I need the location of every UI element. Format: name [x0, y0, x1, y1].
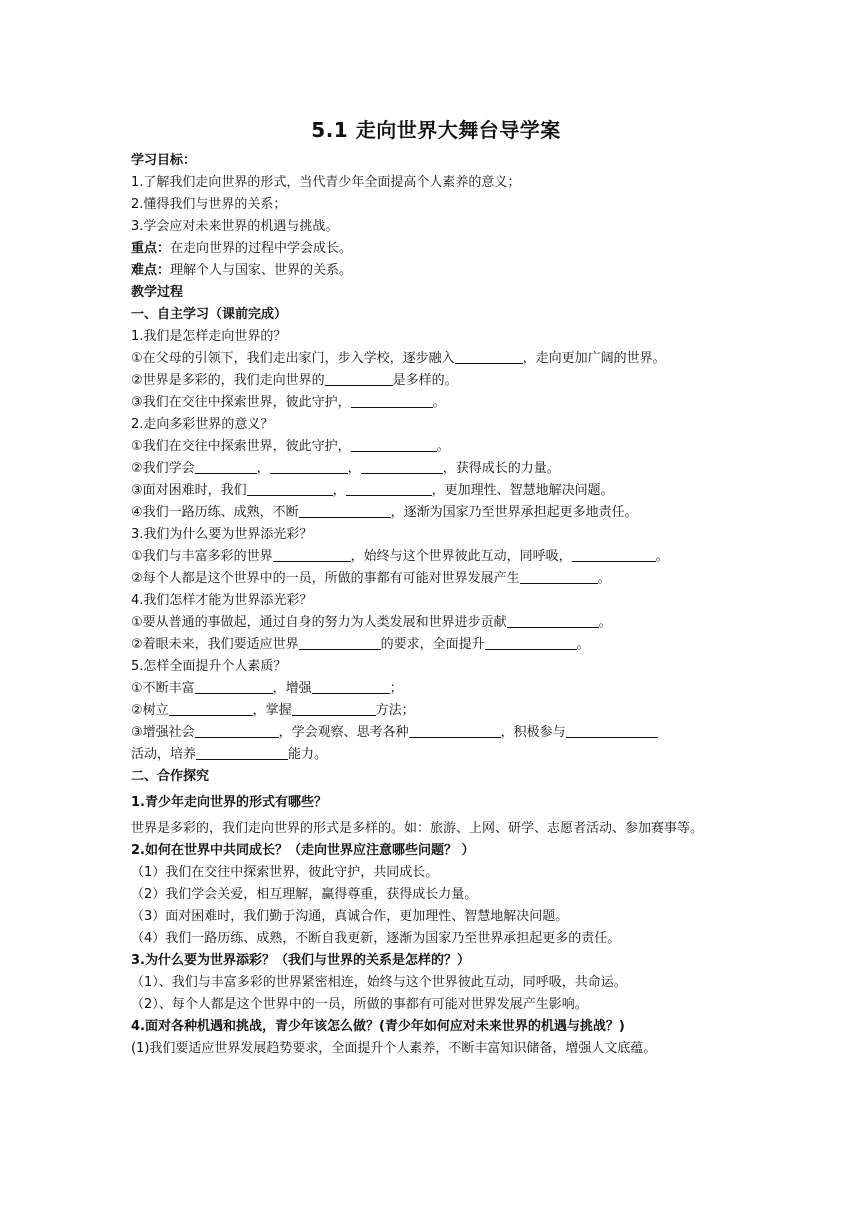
key-point	[131, 238, 741, 260]
self-study-heading: 一、自主学习（课前完成）	[131, 307, 288, 322]
fill-blank[interactable]	[507, 613, 599, 628]
fill-blank[interactable]	[325, 371, 393, 386]
line-text: 。	[436, 439, 450, 454]
fill-line	[131, 480, 741, 502]
question-title: 3.为什么要为世界添彩？（我们与世界的关系是怎样的？）	[131, 953, 470, 968]
answer-item: （3）面对困难时，我们勤于沟通，真诚合作，更加理性、智慧地解决问题。	[131, 909, 569, 924]
answer-item: （4）我们一路历练、成熟，不断自我更新，逐渐为国家乃至世界承担起更多的责任。	[131, 931, 621, 946]
line-text: ，增强	[272, 681, 312, 696]
fill-line	[131, 546, 741, 568]
worksheet-page	[131, 112, 741, 1060]
line-text: ①在父母的引领下，我们走出家门，步入学校，逐步融入	[131, 351, 455, 366]
answer-item: (1)我们要适应世界发展趋势要求，全面提升个人素养，不断丰富知识储备，增强人文底蕴。	[131, 1041, 657, 1056]
question-title: 5.怎样全面提升个人素质？	[131, 659, 287, 674]
fill-line	[131, 502, 741, 524]
line-text: 方法；	[375, 703, 415, 718]
question-title: 1.青少年走向世界的形式有哪些？	[131, 795, 327, 810]
fill-blank[interactable]	[485, 635, 577, 650]
goal-item: 2.懂得我们与世界的关系；	[131, 197, 287, 212]
line-text: 。	[432, 395, 446, 410]
fill-blank[interactable]	[361, 459, 443, 474]
answer-item: （2）我们学会关爱，相互理解，赢得尊重，获得成长力量。	[131, 887, 478, 902]
fill-blank[interactable]	[247, 481, 333, 496]
line-text: ②着眼未来，我们要适应世界	[131, 637, 299, 652]
key-point-label: 重点：	[131, 241, 171, 256]
line-text: ，学会观察、思考各种	[278, 725, 409, 740]
process-heading: 教学过程	[131, 285, 184, 300]
fill-line	[131, 436, 741, 458]
line-text: 的要求，全面提升	[380, 637, 485, 652]
fill-line	[131, 634, 741, 656]
fill-blank[interactable]	[273, 547, 351, 562]
line-text: ①我们与丰富多彩的世界	[131, 549, 273, 564]
line-text: ，	[256, 461, 270, 476]
fill-line	[131, 568, 741, 590]
line-text: ①我们在交往中探索世界，彼此守护，	[131, 439, 351, 454]
line-text: ，积极参与	[500, 725, 566, 740]
goal-item: 1.了解我们走向世界的形式，当代青少年全面提高个人素养的意义；	[131, 175, 521, 190]
difficulty-label: 难点：	[131, 263, 171, 278]
key-point-text: 在走向世界的过程中学会成长。	[170, 241, 353, 256]
difficulty-text: 理解个人与国家、世界的关系。	[170, 263, 353, 278]
fill-line	[131, 458, 741, 480]
fill-blank[interactable]	[299, 635, 381, 650]
line-text: ，掌握	[252, 703, 292, 718]
question-title: 1.我们是怎样走向世界的？	[131, 329, 287, 344]
answer-item: （2）、每个人都是这个世界中的一员，所做的事都有可能对世界发展产生影响。	[131, 997, 588, 1012]
fill-blank[interactable]	[195, 723, 279, 738]
line-text: ；	[389, 681, 403, 696]
line-text: 活动，培养	[131, 747, 197, 762]
fill-line	[131, 612, 741, 634]
question-title: 2.走向多彩世界的意义？	[131, 417, 274, 432]
fill-blank[interactable]	[409, 723, 501, 738]
line-text: ③我们在交往中探索世界，彼此守护，	[131, 395, 351, 410]
line-text: ，始终与这个世界彼此互动，同呼吸，	[350, 549, 572, 564]
line-text: ③面对困难时，我们	[131, 483, 247, 498]
line-text: ②世界是多彩的，我们走向世界的	[131, 373, 325, 388]
line-text: 是多样的。	[392, 373, 458, 388]
fill-blank[interactable]	[455, 349, 523, 364]
answer-paragraph: 世界是多彩的，我们走向世界的形式是多样的。如：旅游、上网、研学、志愿者活动、参加赛事等。	[131, 821, 704, 836]
fill-blank[interactable]	[520, 569, 598, 584]
page-title: 5.1 走向世界大舞台导学案	[311, 118, 561, 142]
line-text: ①要从普通的事做起，通过自身的努力为人类发展和世界进步贡献	[131, 615, 507, 630]
answer-item: （1）、我们与丰富多彩的世界紧密相连，始终与这个世界彼此互动，同呼吸，共命运。	[131, 975, 627, 990]
line-text: ③增强社会	[131, 725, 195, 740]
question-title: 3.我们为什么要为世界添光彩？	[131, 527, 313, 542]
fill-blank[interactable]	[346, 481, 432, 496]
line-text: 。	[655, 549, 669, 564]
line-text: ②我们学会	[131, 461, 195, 476]
line-text: 。	[597, 571, 611, 586]
fill-line	[131, 722, 741, 744]
explore-heading: 二、合作探究	[131, 769, 210, 784]
fill-blank[interactable]	[196, 745, 288, 760]
fill-line	[131, 678, 741, 700]
fill-line	[131, 392, 741, 414]
fill-blank[interactable]	[292, 701, 376, 716]
fill-line	[131, 370, 741, 392]
fill-line	[131, 744, 741, 766]
line-text: ，	[332, 483, 346, 498]
fill-blank[interactable]	[566, 723, 658, 738]
goals-heading: 学习目标：	[131, 153, 197, 168]
line-text: ，获得成长的力量。	[442, 461, 560, 476]
fill-blank[interactable]	[195, 679, 273, 694]
line-text: 。	[598, 615, 612, 630]
line-text: ，走向更加广阔的世界。	[522, 351, 666, 366]
fill-blank[interactable]	[169, 701, 253, 716]
line-text: ，更加理性、智慧地解决问题。	[431, 483, 614, 498]
difficulty-point	[131, 260, 741, 282]
fill-blank[interactable]	[351, 393, 433, 408]
question-title: 2.如何在世界中共同成长？（走向世界应注意哪些问题？ ）	[131, 843, 475, 858]
fill-blank[interactable]	[270, 459, 348, 474]
line-text: 能力。	[288, 747, 328, 762]
line-text: ④我们一路历练、成熟，不断	[131, 505, 299, 520]
fill-blank[interactable]	[299, 503, 391, 518]
answer-item: （1）我们在交往中探索世界，彼此守护，共同成长。	[131, 865, 439, 880]
fill-blank[interactable]	[312, 679, 390, 694]
fill-blank[interactable]	[572, 547, 656, 562]
fill-blank[interactable]	[351, 437, 437, 452]
line-text: ②每个人都是这个世界中的一员，所做的事都有可能对世界发展产生	[131, 571, 520, 586]
line-text: 。	[576, 637, 590, 652]
line-text: ，逐渐为国家乃至世界承担起更多地责任。	[390, 505, 638, 520]
fill-blank[interactable]	[195, 459, 257, 474]
question-title: 4.面对各种机遇和挑战，青少年该怎么做？(青少年如何应对未来世界的机遇与挑战？)	[131, 1019, 625, 1034]
line-text: ②树立	[131, 703, 169, 718]
line-text: ，	[347, 461, 361, 476]
line-text: ①不断丰富	[131, 681, 195, 696]
fill-line	[131, 700, 741, 722]
goal-item: 3.学会应对未来世界的机遇与挑战。	[131, 219, 339, 234]
fill-line	[131, 348, 741, 370]
question-title: 4.我们怎样才能为世界添光彩？	[131, 593, 313, 608]
